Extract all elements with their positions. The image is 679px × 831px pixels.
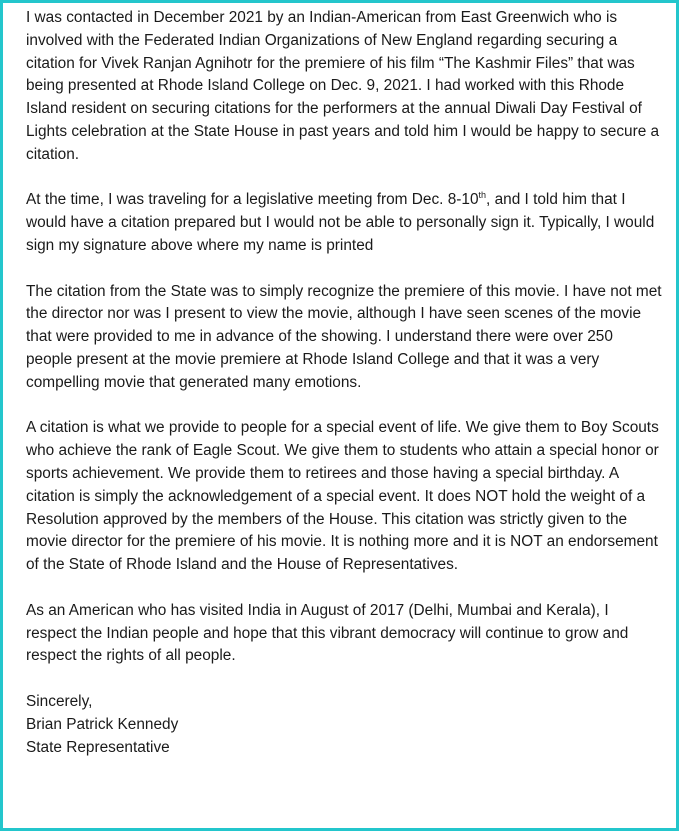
paragraph-citation-purpose: The citation from the State was to simply recognize the premiere of this movie. I have not met the director nor was I present to view the movie, although I have seen scenes of the movie that were provided to me in advance of the showing. I understand there were over 250 people present at the movie premiere at Rhode Island College and that it was a very compelling movie that generated many emotions. xyxy=(26,282,662,391)
paragraph-travel-start: At the time, I was traveling for a legislative meeting from Dec. 8-10 xyxy=(26,191,479,209)
paragraph-travel xyxy=(26,189,662,257)
signer-name: Brian Patrick Kennedy xyxy=(26,715,179,733)
paragraph-contact: I was contacted in December 2021 by an Indian-American from East Greenwich who is involved with the Federated Indian Organizations of New England regarding securing a citation for Vivek Ranjan Agnihotr for the premiere of his film “The Kashmir Files” that was being presented at Rhode Island College on Dec. 9, 2021. I had worked with this Rhode Island resident on securing citations for the performers at the annual Diwali Day Festival of Lights celebration at the State House in past years and told him I would be happy to secure a citation. xyxy=(26,9,660,163)
paragraph-citation-explanation: A citation is what we provide to people for a special event of life. We give them to Boy Scouts who achieve the rank of Eagle Scout. We give them to students who attain a special honor or sports achievement. We provide them to retirees and those having a special birthday. A citation is simply the acknowledgement of a special event. It does NOT hold the weight of a Resolution approved by the members of the House. This citation was strictly given to the movie director for the premiere of his movie. It is nothing more and it is NOT an endorsement of the State of Rhode Island and the House of Representatives. xyxy=(26,419,659,574)
letter-body xyxy=(26,7,662,759)
closing: Sincerely, xyxy=(26,692,93,710)
ordinal-suffix: th xyxy=(478,190,487,201)
paragraph-india-respect: As an American who has visited India in August of 2017 (Delhi, Mumbai and Kerala), I respect the Indian people and hope that this vibrant democracy will continue to grow and respect the rights of all people. xyxy=(26,601,629,665)
paragraph-travel-end: , and I told him that I would have a citation prepared but I would not be able to personally sign it. Typically, I would sign my signature above where my name is printed xyxy=(26,191,655,254)
signer-title: State Representative xyxy=(26,738,170,756)
